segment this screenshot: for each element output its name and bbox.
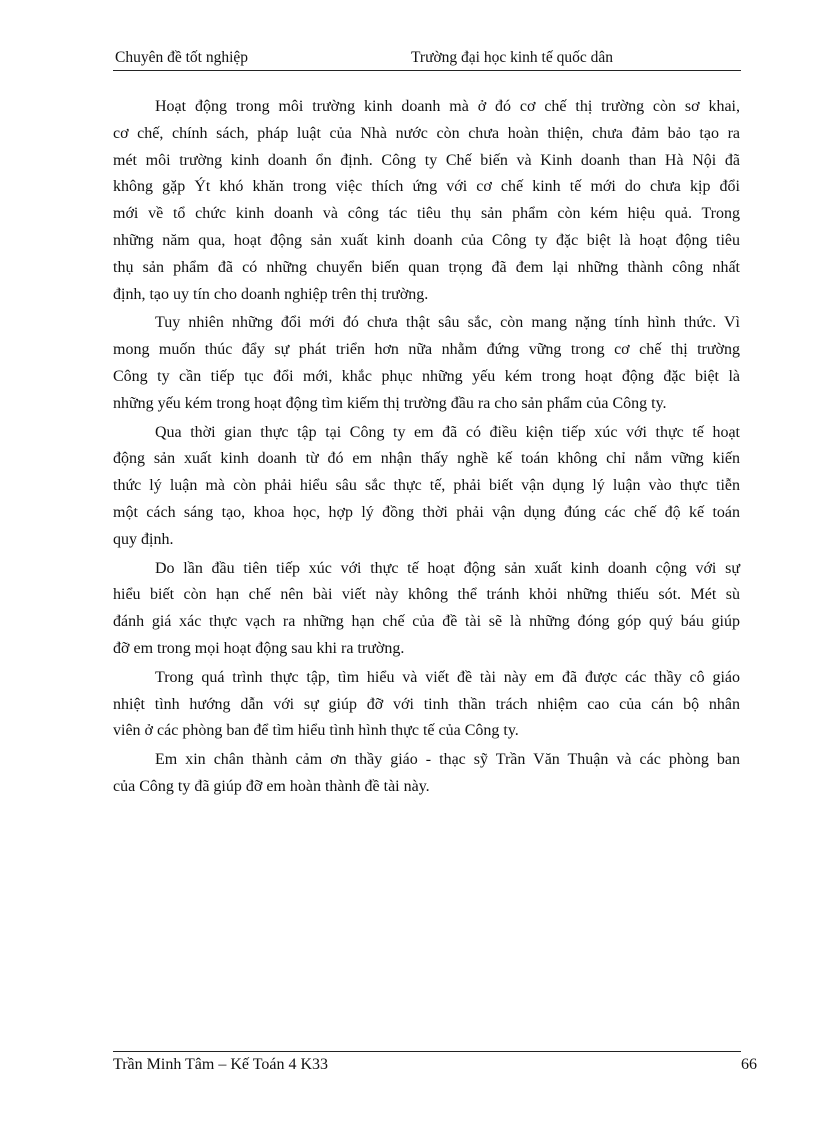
paragraph-line: Tuy nhiên những đổi mới đó chưa thật sâu sắc, còn mang nặng tính hình thức. Vì (155, 314, 740, 332)
paragraph-line: một cách sáng tạo, khoa học, hợp lý đồng thời phải vận dụng đúng các chế độ kế toán (113, 503, 740, 521)
paragraph-line: quy định. (113, 530, 174, 548)
paragraph-line: định, tạo uy tín cho doanh nghiệp trên thị trường. (113, 285, 429, 303)
paragraph (113, 665, 740, 745)
page-header (113, 48, 741, 71)
paragraph-line: Qua thời gian thực tập tại Công ty em đã có điều kiện tiếp xúc với thực tế hoạt (155, 423, 740, 441)
paragraph-line: của Công ty đã giúp đỡ em hoàn thành đề tài này. (113, 777, 430, 795)
paragraph-line: Công ty cần tiếp tục đổi mới, khắc phục những yếu kém trong hoạt động đặc biệt là (113, 367, 740, 385)
paragraph (113, 747, 740, 801)
page-number: 66 (741, 1056, 757, 1073)
paragraph (113, 94, 740, 308)
paragraph-line: đánh giá xác thực vạch ra những hạn chế của đề tài sẽ là những đóng góp quý báu giúp (113, 613, 740, 631)
paragraph-line: không gặp Ýt khó khăn trong việc thích ứng với cơ chế kinh tế mới do chưa kịp đổi (113, 178, 740, 196)
paragraph-line: những năm qua, hoạt động sản xuất kinh doanh của Công ty đặc biệt là hoạt động tiêu (113, 231, 740, 249)
page-footer (113, 1051, 757, 1073)
header-topic: Chuyên đề tốt nghiệp (115, 49, 249, 66)
paragraph (113, 310, 740, 417)
paragraph-line: Hoạt động trong môi trường kinh doanh mà ở đó cơ chế thị trường còn sơ khai, (155, 98, 740, 115)
paragraph-line: hiểu biết còn hạn chế nên bài viết này không thể tránh khỏi những thiếu sót. Mét sù (113, 586, 740, 604)
paragraph-line: mét môi trường kinh doanh ổn định. Công ty Chế biến và Kinh doanh than Hà Nội đã (113, 151, 740, 169)
paragraph-line: những yếu kém trong hoạt động tìm kiếm thị trường đầu ra cho sản phẩm của Công ty. (113, 394, 667, 412)
paragraph-line: mới về tổ chức kinh doanh và công tác tiêu thụ sản phẩm còn kém hiệu quả. Trong (113, 205, 740, 223)
paragraph-line: mong muốn thúc đẩy sự phát triển hơn nữa nhằm đứng vững trong cơ chế thị trường (113, 341, 740, 359)
paragraph-line: Do lần đầu tiên tiếp xúc với thực tế hoạt động sản xuất kinh doanh cộng với sự (155, 559, 740, 577)
paragraph (113, 420, 740, 554)
footer-author: Trần Minh Tâm – Kế Toán 4 K33 (113, 1056, 329, 1073)
paragraph-line: động sản xuất kinh doanh từ đó em nhận thấy nghề kế toán không chỉ nắm vững kiến (113, 450, 740, 468)
paragraph-line: nhiệt tình hướng dẫn với sự giúp đỡ với tinh thần trách nhiệm cao của cán bộ nhân (113, 695, 740, 713)
paragraph-line: viên ở các phòng ban để tìm hiểu tình hình thực tế của Công ty. (113, 722, 519, 740)
document-body (113, 94, 740, 803)
paragraph-line: thụ sản phẩm đã có những chuyển biến quan trọng đã đem lại những thành công nhất (113, 258, 740, 276)
paragraph-line: Em xin chân thành cảm ơn thầy giáo - thạc sỹ Trần Văn Thuận và các phòng ban (155, 751, 740, 769)
paragraph-line: đỡ em trong mọi hoạt động sau khi ra trường. (113, 639, 405, 657)
paragraph-line: Trong quá trình thực tập, tìm hiểu và viết đề tài này em đã được các thầy cô giáo (155, 668, 740, 686)
paragraph-line: thức lý luận mà còn phải hiểu sâu sắc thực tế, phải biết vận dụng lý luận vào thực tiễn (113, 477, 740, 495)
header-university: Trường đại học kinh tế quốc dân (411, 49, 613, 66)
paragraph-line: cơ chế, chính sách, pháp luật của Nhà nước còn chưa hoàn thiện, chưa đảm bảo tạo ra (113, 124, 740, 142)
paragraph (113, 556, 740, 663)
